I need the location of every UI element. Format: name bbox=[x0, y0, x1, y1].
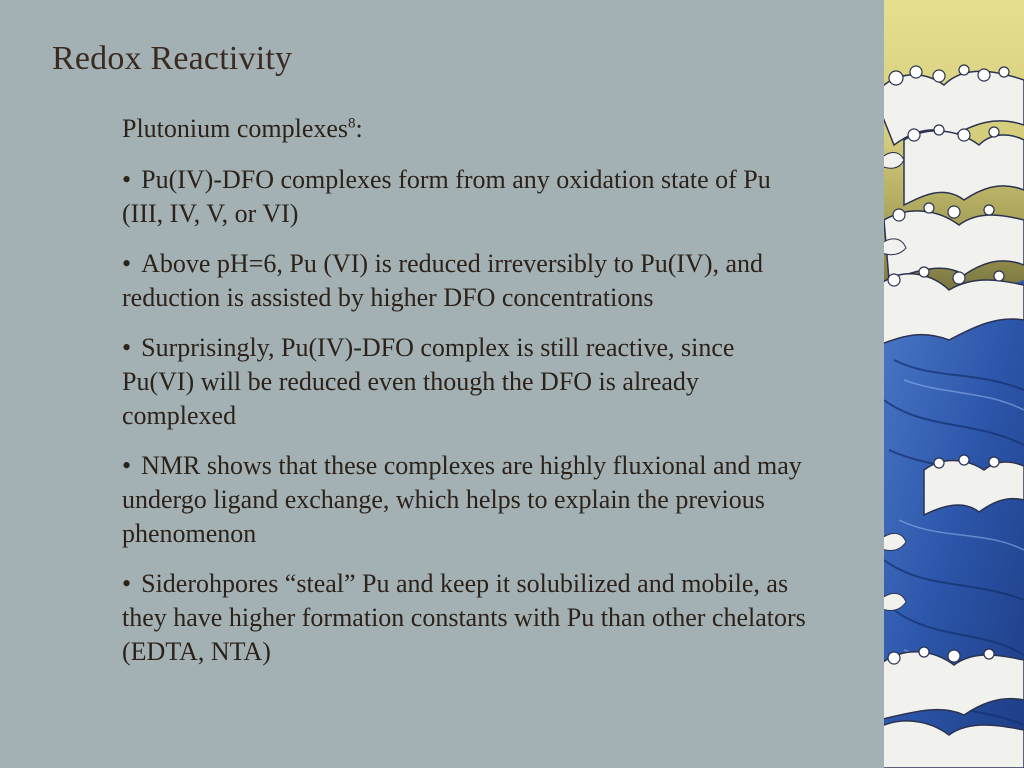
bullet-symbol: • bbox=[122, 165, 132, 194]
bullet-text: Siderohpores “steal” Pu and keep it solubilized and mobile, as they have higher formation constants with Pu than other chelators (EDTA, NTA) bbox=[122, 569, 806, 666]
footnote-reference: 8 bbox=[348, 115, 356, 132]
bullet-text: Surprisingly, Pu(IV)-DFO complex is still reactive, since Pu(VI) will be reduced even though the DFO is already complexed bbox=[122, 333, 735, 430]
intro-line bbox=[122, 112, 812, 146]
bullet-item bbox=[122, 567, 812, 669]
bullet-symbol: • bbox=[122, 333, 132, 362]
bullet-item bbox=[122, 331, 812, 433]
bullet-symbol: • bbox=[122, 569, 132, 598]
bullet-text: Pu(IV)-DFO complexes form from any oxidation state of Pu (III, IV, V, or VI) bbox=[122, 165, 771, 228]
bullet-symbol: • bbox=[122, 249, 132, 278]
slide-body bbox=[122, 112, 812, 685]
bullet-symbol: • bbox=[122, 451, 132, 480]
intro-suffix: : bbox=[355, 114, 363, 143]
bullet-item bbox=[122, 247, 812, 315]
bullet-text: NMR shows that these complexes are highly fluxional and may undergo ligand exchange, which helps to explain the previous phenomenon bbox=[122, 451, 802, 548]
bullet-item bbox=[122, 163, 812, 231]
slide-title: Redox Reactivity bbox=[52, 40, 293, 77]
bullet-text: Above pH=6, Pu (VI) is reduced irreversibly to Pu(IV), and reduction is assisted by higher DFO concentrations bbox=[122, 249, 764, 312]
wave-decoration bbox=[884, 0, 1024, 768]
bullet-item bbox=[122, 449, 812, 551]
intro-text: Plutonium complexes bbox=[122, 114, 349, 143]
great-wave-illustration bbox=[884, 0, 1024, 768]
